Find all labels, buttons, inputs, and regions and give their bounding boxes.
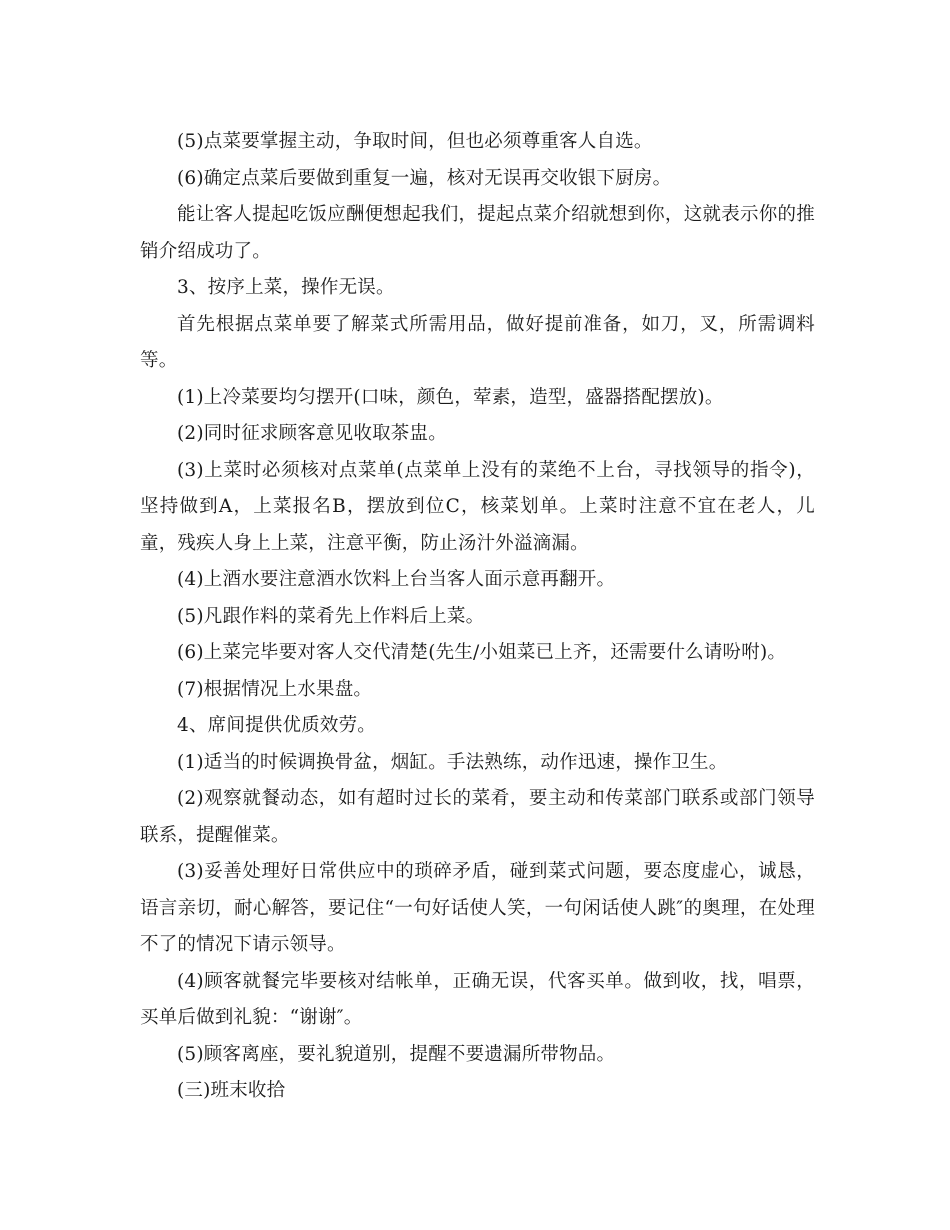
paragraph: (3)妥善处理好日常供应中的琐碎矛盾，碰到菜式问题，要态度虚心，诚恳，语言亲切，耐心解答，要记住“一句好话使人笑，一句闲话使人跳″的奥理，在处理不了的情况下请示领导。	[140, 861, 815, 955]
section-heading: (三)班末收拾	[177, 1080, 286, 1101]
paragraph: (6)确定点菜后要做到重复一遍，核对无误再交收银下厨房。	[177, 167, 672, 189]
paragraph: (5)点菜要掌握主动，争取时间，但也必须尊重客人自选。	[177, 131, 653, 152]
paragraph: (1)上冷菜要均匀摆开(口味，颜色，荤素，造型，盛器搭配摆放)。	[177, 386, 724, 408]
paragraph: 首先根据点菜单要了解菜式所需用品，做好提前准备，如刀，叉，所需调料等。	[140, 313, 815, 371]
paragraph: (4)顾客就餐完毕要核对结帐单，正确无误，代客买单。做到收，找，唱票，买单后做到礼貌：“谢谢″。	[140, 970, 815, 1028]
document-body	[140, 124, 815, 1110]
paragraph: (5)凡跟作料的菜肴先上作料后上菜。	[177, 605, 485, 627]
paragraph: (4)上酒水要注意酒水饮料上台当客人面示意再翻开。	[177, 569, 616, 590]
paragraph: (1)适当的时候调换骨盆，烟缸。手法熟练，动作迅速，操作卫生。	[177, 751, 728, 773]
paragraph: (6)上菜完毕要对客人交代清楚(先生/小姐菜已上齐，还需要什么请吩咐)。	[177, 642, 787, 663]
paragraph: (2)同时征求顾客意见收取茶盅。	[177, 423, 447, 444]
paragraph: (2)观察就餐动态，如有超时过长的菜肴，要主动和传菜部门联系或部门领导联系，提醒催菜。	[140, 788, 815, 846]
paragraph: (5)顾客离座，要礼貌道别，提醒不要遗漏所带物品。	[177, 1043, 616, 1065]
paragraph: (7)根据情况上水果盘。	[177, 678, 373, 700]
section-heading: 3、按序上菜，操作无误。	[177, 277, 395, 298]
section-heading: 4、席间提供优质效劳。	[177, 715, 376, 736]
paragraph: (3)上菜时必须核对点菜单(点菜单上没有的菜绝不上台，寻找领导的指令)，坚持做到A，上菜报名B，摆放到位C，核菜划单。上菜时注意不宜在老人，儿童，残疾人身上上菜，注意平衡，防止汤汁外溢滴漏。	[140, 459, 815, 554]
paragraph: 能让客人提起吃饭应酬便想起我们，提起点菜介绍就想到你，这就表示你的推销介绍成功了。	[140, 204, 815, 262]
